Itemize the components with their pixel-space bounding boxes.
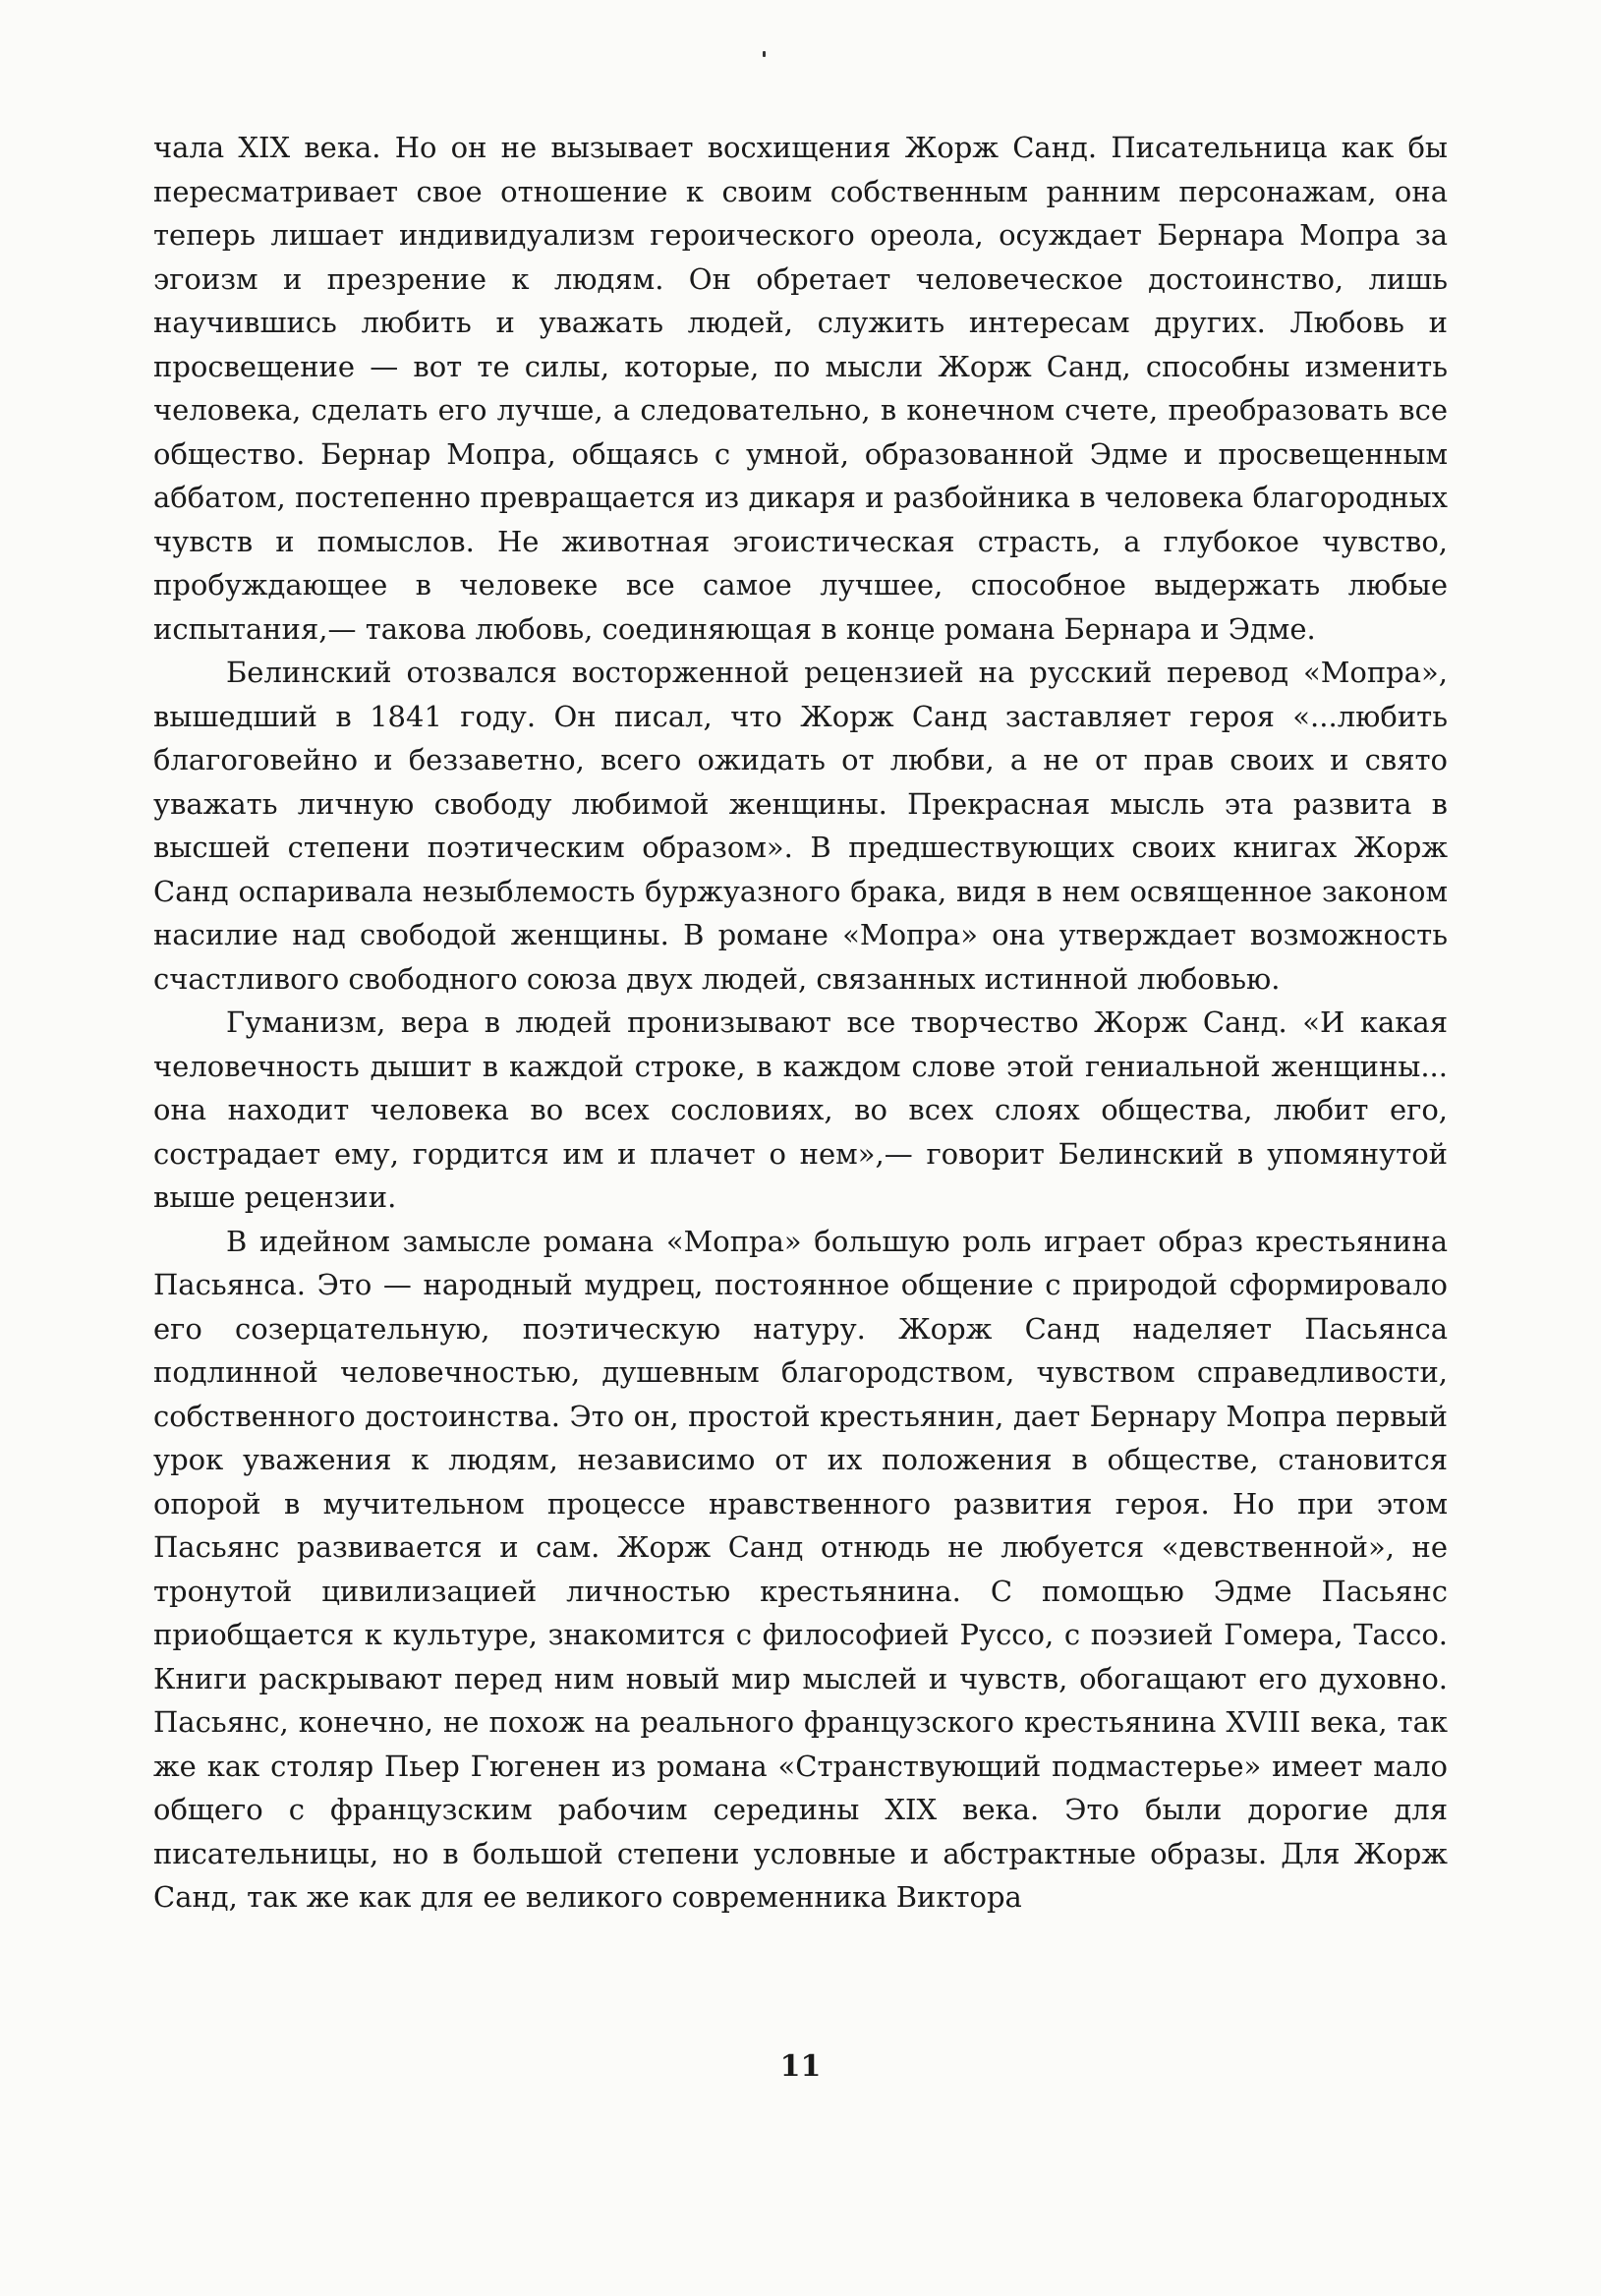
scan-speck xyxy=(763,51,766,57)
paragraph-3: Гуманизм, вера в людей пронизывают все творчество Жорж Санд. «И какая человечность дышит в каждой строке, в каждом слове этой гениальной женщины... она находит человека во всех сословиях, во всех слоях общества, любит его, сострадает ему, гордится им и плачет о нем»,— говорит Белинский в упомянутой выше рецензии. xyxy=(153,1005,1448,1214)
paragraph-2: Белинский отозвался восторженной рецензией на русский перевод «Мопра», вышедший в 1841 году. Он писал, что Жорж Санд заставляет героя «...любить благоговейно и беззаветно, всего ожидать от любви, а не от прав своих и свято уважать личную свободу любимой женщины. Прекрасная мысль эта развита в высшей степени поэтическим образом». В предшествующих своих книгах Жорж Санд оспаривала незыблемость буржуазного брака, видя в нем освященное законом насилие над свободой женщины. В романе «Мопра» она утверждает возможность счастливого свободного союза двух людей, связанных истинной любовью. xyxy=(153,656,1448,996)
page-number: 11 xyxy=(779,2049,822,2084)
paragraph-4: В идейном замысле романа «Мопра» большую роль играет образ крестьянина Пасьянса. Это — народный мудрец, постоянное общение с природой сформировало его созерцательную, поэтическую натуру. Жорж Санд наделяет Пасьянса подлинной человечностью, душевным благородством, чувством справедливости, собственного достоинства. Это он, простой крестьянин, дает Бернару Мопра первый урок уважения к людям, независимо от их положения в обществе, становится опорой в мучительном процессе нравственного развития героя. Но при этом Пасьянс развивается и сам. Жорж Санд отнюдь не любуется «девственной», не тронутой цивилизацией личностью крестьянина. С помощью Эдме Пасьянс приобщается к культуре, знакомится с философией Руссо, с поэзией Гомера, Тассо. Книги раскрывают перед ним новый мир мыслей и чувств, обогащают его духовно. Пасьянс, конечно, не похож на реального французского крестьянина XVIII века, так же как столяр Пьер Гюгенен из романа «Странствующий подмастерье» имеет мало общего с французским рабочим середины XIX века. Это были дорогие для писательницы, но в большой степени условные и абстрактные образы. Для Жорж Санд, так же как для ее великого современника Виктора xyxy=(153,1224,1448,1914)
paragraph-1: чала XIX века. Но он не вызывает восхищения Жорж Санд. Писательница как бы пересматривает свое отношение к своим собственным ранним персонажам, она теперь лишает индивидуализм героического ореола, осуждает Бернара Мопра за эгоизм и презрение к людям. Он обретает человеческое достоинство, лишь научившись любить и уважать людей, служить интересам других. Любовь и просвещение — вот те силы, которые, по мысли Жорж Санд, способны изменить человека, сделать его лучше, а следовательно, в конечном счете, преобразовать все общество. Бернар Мопра, общаясь с умной, образованной Эдме и просвещенным аббатом, постепенно превращается из дикаря и разбойника в человека благородных чувств и помыслов. Не животная эгоистическая страсть, а глубокое чувство, пробуждающее в человеке все самое лучшее, способное выдержать любые испытания,— такова любовь, соединяющая в конце романа Бернара и Эдме. xyxy=(153,131,1448,646)
body-text xyxy=(153,126,1448,1920)
